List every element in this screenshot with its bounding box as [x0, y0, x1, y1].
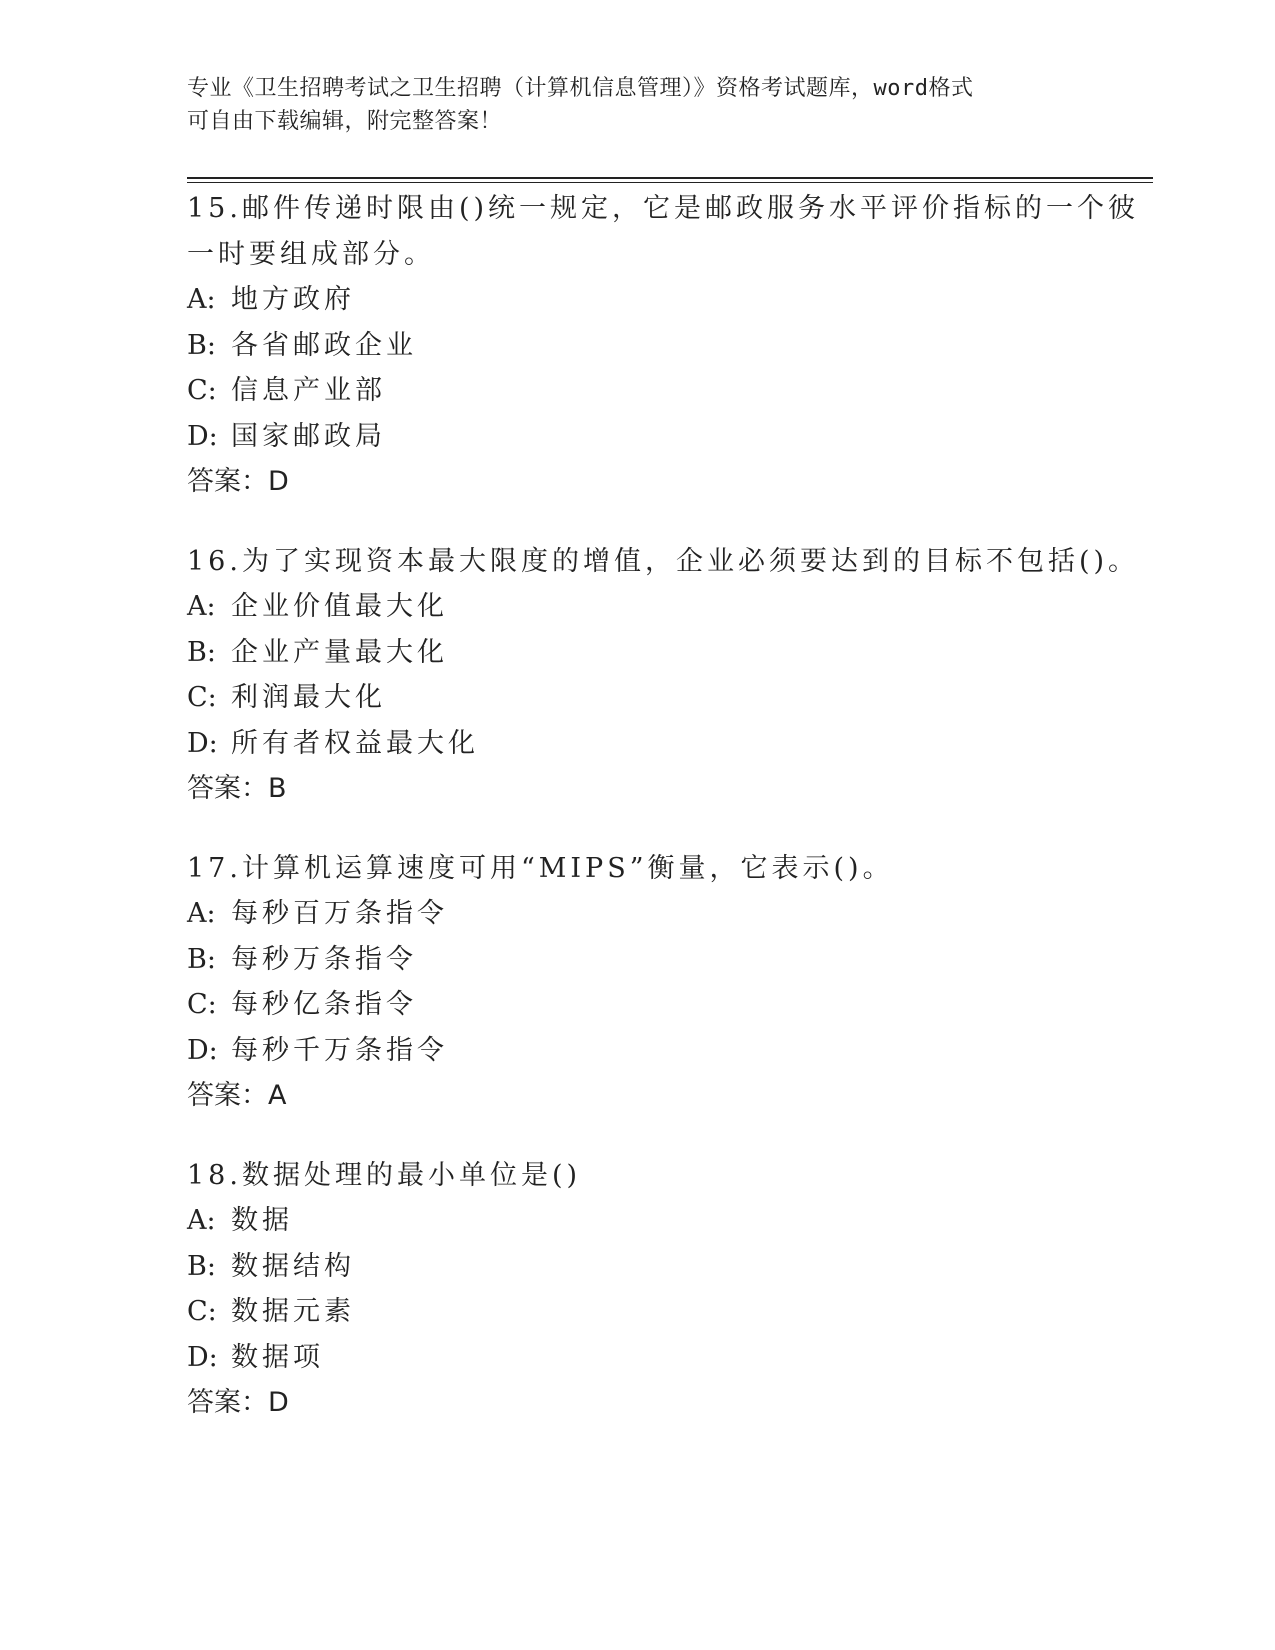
option-a: [187, 277, 1087, 323]
question-18: [187, 1153, 1087, 1426]
option-letter: B:: [187, 329, 216, 361]
option-b: [187, 630, 1087, 676]
option-c: [187, 675, 1087, 721]
option-letter: D:: [187, 1034, 218, 1066]
option-a: [187, 891, 1087, 937]
option-text: 数据: [231, 1205, 293, 1236]
question-15: [187, 186, 1140, 505]
question-text: 17.计算机运算速度可用“MIPS”衡量，它表示()。: [187, 852, 894, 884]
option-letter: A:: [187, 591, 216, 622]
option-d: [187, 721, 1087, 767]
option-b: [187, 937, 1087, 983]
option-letter: D:: [187, 727, 218, 759]
option-letter: C:: [187, 375, 217, 406]
answer: 答案：B: [187, 773, 287, 804]
option-text: 利润最大化: [231, 682, 386, 713]
option-text: 每秒千万条指令: [231, 1034, 448, 1066]
question-text: 16.为了实现资本最大限度的增值，企业必须要达到的目标不包括()。: [187, 545, 1140, 577]
option-d: [187, 1028, 1087, 1074]
option-text: 所有者权益最大化: [231, 727, 479, 759]
option-c: [187, 368, 1087, 414]
option-text: 数据结构: [231, 1250, 355, 1282]
option-b: [187, 1244, 1087, 1290]
option-d: [187, 414, 1087, 460]
option-text: 数据项: [231, 1341, 324, 1373]
answer: 答案：D: [187, 466, 289, 497]
option-text: 各省邮政企业: [231, 329, 417, 361]
answer: 答案：D: [187, 1387, 289, 1418]
option-letter: A:: [187, 1205, 216, 1236]
answer: 答案：A: [187, 1080, 287, 1111]
option-text: 地方政府: [231, 284, 355, 315]
option-letter: D:: [187, 420, 218, 452]
option-letter: C:: [187, 682, 217, 713]
question-17: [187, 846, 1087, 1119]
option-letter: B:: [187, 636, 216, 668]
option-text: 信息产业部: [231, 375, 386, 406]
option-letter: C:: [187, 989, 217, 1020]
question-list: [187, 186, 1140, 1460]
option-letter: D:: [187, 1341, 218, 1373]
header-line-2: 可自由下载编辑，附完整答案！: [187, 109, 503, 134]
option-letter: B:: [187, 1250, 216, 1282]
option-a: [187, 584, 1087, 630]
option-d: [187, 1335, 1087, 1381]
option-letter: A:: [187, 284, 216, 315]
question-text: 15.邮件传递时限由()统一规定，它是邮政服务水平评价指标的一个彼: [187, 193, 1140, 224]
header-divider-thin: [187, 182, 1153, 183]
option-c: [187, 982, 1087, 1028]
option-text: 企业价值最大化: [231, 591, 448, 622]
option-letter: C:: [187, 1296, 217, 1327]
question-text: 18.数据处理的最小单位是(): [187, 1159, 582, 1191]
option-text: 数据元素: [231, 1296, 355, 1327]
option-letter: B:: [187, 943, 216, 975]
option-text: 每秒百万条指令: [231, 898, 448, 929]
option-b: [187, 323, 1087, 369]
header-divider: [187, 177, 1153, 179]
option-text: 每秒万条指令: [231, 943, 417, 975]
option-text: 国家邮政局: [231, 420, 386, 452]
document-header: [187, 72, 1087, 138]
option-text: 每秒亿条指令: [231, 989, 417, 1020]
option-text: 企业产量最大化: [231, 636, 448, 668]
question-16: [187, 539, 1140, 812]
option-letter: A:: [187, 898, 216, 929]
option-a: [187, 1198, 1087, 1244]
option-c: [187, 1289, 1087, 1335]
question-text: 一时要组成部分。: [187, 238, 435, 270]
header-line-1: 专业《卫生招聘考试之卫生招聘（计算机信息管理）》资格考试题库，word格式: [187, 76, 974, 101]
